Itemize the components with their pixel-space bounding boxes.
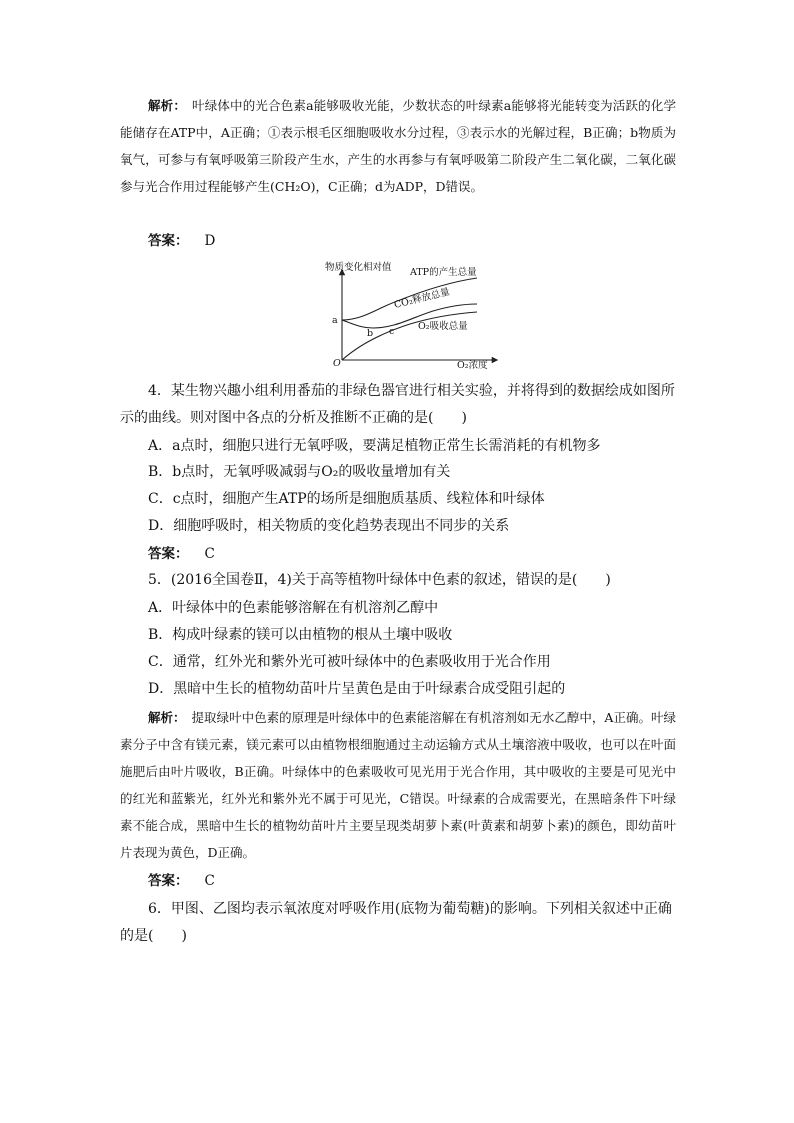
q5-answer [148, 869, 215, 893]
analysis-text: 叶绿体中的光合色素a能够吸收光能，少数状态的叶绿素a能够将光能转变为活跃的化学能储存在ATP中，A正确；①表示根毛区细胞吸收水分过程，③表示水的光解过程，B正确；b物质为氧气，可参与有氧呼吸第三阶段产生水，产生的水再参与有氧呼吸第二阶段产生二氧化碳，二氧化碳参与光合作用过程能够产生(CH₂O)，C正确；d为ADP，D错误。 [120, 98, 676, 194]
respiration-figure [315, 258, 505, 370]
q5-analysis [120, 704, 676, 866]
answer-label: 答案： [148, 873, 189, 889]
answer-value: D [204, 233, 216, 249]
q4-option-c: C．c点时，细胞产生ATP的场所是细胞质基质、线粒体和叶绿体 [148, 491, 545, 507]
analysis-label: 解析： [148, 710, 186, 725]
answer-label: 答案： [148, 546, 189, 562]
point-b-label: b [367, 328, 374, 339]
q5-option-d: D．黑暗中生长的植物幼苗叶片呈黄色是由于叶绿素合成受阻引起的 [148, 681, 566, 697]
q4-option-d: D．细胞呼吸时，相关物质的变化趋势表现出不同步的关系 [148, 518, 510, 534]
answer-value: C [204, 873, 215, 889]
analysis-text: 提取绿叶中色素的原理是叶绿体中的色素能溶解在有机溶剂如无水乙醇中，A正确。叶绿素分子中含有镁元素，镁元素可以由植物根细胞通过主动运输方式从土壤溶液中吸收，也可以在叶面施肥后由叶片吸收，B正确。叶绿体中的色素吸收可见光用于光合作用，其中吸收的主要是可见光中的红光和蓝紫光，红外光和紫外光不属于可见光，C错误。叶绿素的合成需要光，在黑暗条件下叶绿素不能合成，黑暗中生长的植物幼苗叶片主要呈现类胡萝卜素(叶黄素和胡萝卜素)的颜色，即幼苗叶片表现为黄色，D正确。 [120, 710, 676, 860]
analysis-label: 解析： [148, 98, 187, 113]
q4-answer [148, 542, 215, 566]
q4-stem: 4．某生物兴趣小组利用番茄的非绿色器官进行相关实验，并将得到的数据绘成如图所示的曲线。则对图中各点的分析及推断不正确的是( ) [120, 383, 675, 426]
q4-option-b: B．b点时，无氧呼吸减弱与O₂的吸收量增加有关 [148, 464, 451, 480]
q6-stem: 6．甲图、乙图均表示氧浓度对呼吸作用(底物为葡萄糖)的影响。下列相关叙述中正确的是( ) [120, 901, 672, 944]
curve-label-atp: ATP的产生总量 [410, 267, 477, 278]
point-a-label: a [332, 315, 338, 326]
y-axis-label: 物质变化相对值 [325, 262, 392, 273]
q5-option-b: B．构成叶绿素的镁可以由植物的根从土壤中吸收 [148, 627, 453, 643]
curve-label-co2: CO₂释放总量 [393, 286, 451, 311]
origin-label: O [333, 358, 341, 369]
q3-analysis [120, 92, 676, 200]
answer-label: 答案： [148, 233, 189, 249]
answer-value: C [204, 546, 215, 562]
curve-label-o2: O₂吸收总量 [418, 321, 468, 332]
point-c-label: c [389, 326, 395, 337]
q4-option-a: A．a点时，细胞只进行无氧呼吸，要满足植物正常生长需消耗的有机物多 [148, 438, 601, 454]
q5-option-a: A．叶绿体中的色素能够溶解在有机溶剂乙醇中 [148, 600, 439, 616]
q5-stem: 5．(2016全国卷Ⅱ，4)关于高等植物叶绿体中色素的叙述，错误的是( ) [148, 572, 611, 588]
q3-answer [148, 229, 215, 253]
q5-option-c: C．通常，红外光和紫外光可被叶绿体中的色素吸收用于光合作用 [148, 654, 551, 670]
x-axis-label: O₂浓度 [457, 360, 488, 370]
